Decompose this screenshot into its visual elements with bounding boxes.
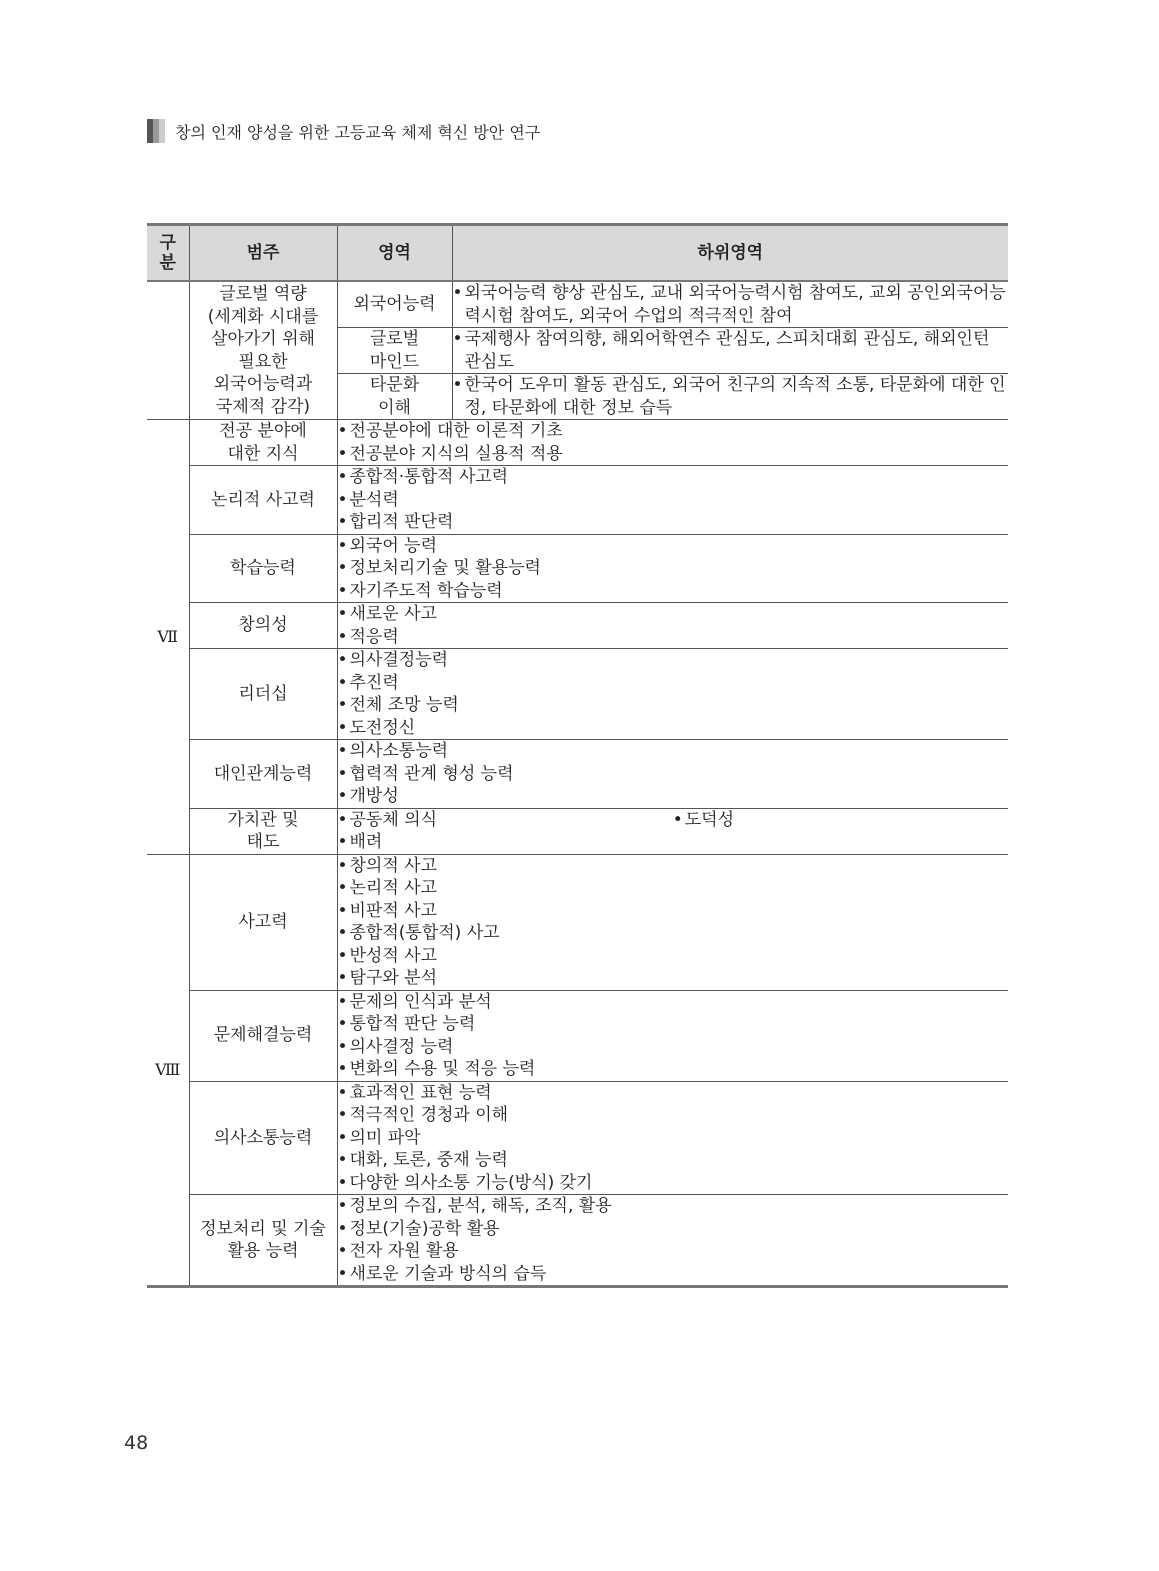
- list-item-text: 반성적 사고: [349, 945, 438, 966]
- category-cell: 대인관계능력: [189, 740, 337, 809]
- bullet-icon: •: [337, 1082, 348, 1103]
- bullet-icon: •: [337, 626, 348, 647]
- table-row: [147, 1081, 1008, 1195]
- list-item-text: 추진력: [349, 672, 399, 693]
- list-item: [338, 855, 1009, 878]
- list-item: [338, 443, 1009, 466]
- list-item-text: 전공분야에 대한 이론적 기초: [349, 421, 563, 441]
- list-item: [453, 374, 1009, 419]
- list-item: [338, 535, 1009, 558]
- list-item: [338, 1195, 1009, 1218]
- bullet-icon: •: [337, 900, 348, 921]
- list-item: [338, 649, 1009, 672]
- category-cell: 리더십: [189, 649, 337, 740]
- subarea-cell: [452, 374, 1008, 420]
- area-cell: 글로벌 마인드: [337, 328, 452, 374]
- list-item-text: 탐구와 분석: [349, 968, 438, 988]
- bullet-icon: •: [452, 283, 463, 303]
- list-item: [338, 1082, 1009, 1105]
- bullet-icon: •: [337, 512, 348, 532]
- category-cell: 사고력: [189, 854, 337, 990]
- list-item-text: 도전정신: [349, 717, 416, 738]
- list-item-text: 통합적 판단 능력: [349, 1014, 476, 1034]
- list-item: [338, 580, 1009, 603]
- bullet-icon: •: [337, 1172, 348, 1193]
- subarea-cell: [337, 854, 1008, 990]
- list-item-text: 문제의 인식과 분석: [349, 991, 492, 1012]
- group-label: Ⅶ: [147, 420, 189, 855]
- list-item-text: 외국어능력 향상 관심도, 교내 외국어능력시험 참여도, 교외 공인외국어능력시험 참여도, 외국어 수업의 적극적인 참여: [464, 283, 1006, 326]
- subarea-cell: [452, 328, 1008, 374]
- header-cell-area: 영역: [337, 225, 452, 282]
- list-item: [338, 626, 1009, 649]
- table-row: [147, 603, 1008, 649]
- list-item-text: 배려: [349, 832, 383, 852]
- bullet-icon: •: [337, 1196, 348, 1216]
- list-item: [338, 557, 1009, 580]
- bullet-icon: •: [337, 467, 348, 487]
- list-item-text: 정보의 수집, 분석, 해독, 조직, 활용: [349, 1196, 612, 1216]
- list-item: [338, 694, 1009, 717]
- list-item: [338, 603, 1009, 626]
- table-header-row: [147, 225, 1008, 282]
- list-item-text: 자기주도적 학습능력: [349, 580, 503, 601]
- bullet-icon: •: [337, 443, 348, 464]
- list-item: [338, 1263, 1009, 1286]
- category-cell: 논리적 사고력: [189, 466, 337, 535]
- table-row: [147, 649, 1008, 740]
- list-item: [338, 900, 1009, 923]
- bullet-icon: •: [672, 809, 683, 830]
- list-item: [338, 967, 1009, 990]
- category-cell: 창의성: [189, 603, 337, 649]
- bullet-icon: •: [337, 763, 348, 784]
- table-row: [147, 990, 1008, 1081]
- group-label: Ⅷ: [147, 854, 189, 1287]
- list-item-text: 변화의 수용 및 적응 능력: [349, 1059, 536, 1079]
- competency-table: [147, 223, 1008, 1288]
- list-item-text: 새로운 사고: [349, 604, 438, 624]
- area-cell: 외국어능력: [337, 281, 452, 328]
- list-item-text: 전체 조망 능력: [349, 695, 459, 715]
- list-item-text: 외국어 능력: [349, 535, 438, 556]
- bullet-icon: •: [337, 1263, 348, 1284]
- list-item-text: 의사소통능력: [349, 741, 449, 761]
- subarea-cell: [337, 1195, 1008, 1287]
- list-item: [338, 672, 1009, 695]
- table-row: [147, 1195, 1008, 1287]
- header-cell-subarea: 하위영역: [452, 225, 1008, 282]
- table-row: [147, 740, 1008, 809]
- list-item-text: 한국어 도우미 활동 관심도, 외국어 친구의 지속적 소통, 타문화에 대한 인정, 타문화에 대한 정보 습득: [464, 375, 1006, 418]
- list-item-text: 공동체 의식: [349, 809, 438, 830]
- list-item: [338, 466, 1009, 489]
- right-column: [673, 809, 1008, 854]
- bullet-icon: •: [337, 1014, 348, 1034]
- bullet-icon: •: [452, 375, 463, 395]
- list-item: [338, 922, 1009, 945]
- subarea-cell: [452, 281, 1008, 328]
- category-cell: 학습능력: [189, 534, 337, 603]
- list-item-text: 비판적 사고: [349, 900, 438, 921]
- category-cell: 문제해결능력: [189, 990, 337, 1081]
- bullet-icon: •: [337, 741, 348, 761]
- table-row: [147, 534, 1008, 603]
- bullet-icon: •: [337, 1150, 348, 1170]
- list-item-text: 창의적 사고: [349, 855, 438, 876]
- bullet-icon: •: [337, 489, 348, 510]
- list-item-text: 논리적 사고: [349, 878, 438, 898]
- list-item-text: 의사결정능력: [349, 650, 449, 670]
- category-cell: 글로벌 역량 (세계화 시대를 살아가기 위해 필요한 외국어능력과 국제적 감각): [189, 281, 337, 420]
- list-item-text: 의미 파악: [349, 1127, 421, 1148]
- list-item: [338, 1127, 1009, 1150]
- category-cell: 전공 분야에 대한 지식: [189, 420, 337, 466]
- bullet-icon: •: [337, 1218, 348, 1239]
- subarea-cell: [337, 466, 1008, 535]
- bullet-icon: •: [337, 991, 348, 1012]
- list-item-text: 다양한 의사소통 기능(방식) 갖기: [349, 1172, 593, 1193]
- list-item: [338, 1218, 1009, 1241]
- list-item-text: 전자 자원 활용: [349, 1241, 459, 1261]
- subarea-cell: [337, 740, 1008, 809]
- list-item: [338, 945, 1009, 968]
- header-bar-icon: [147, 119, 165, 143]
- subarea-cell: [337, 420, 1008, 466]
- page-number: 48: [124, 1432, 149, 1454]
- left-column: [338, 809, 673, 854]
- bullet-icon: •: [337, 855, 348, 876]
- list-item: [338, 511, 1009, 534]
- list-item-text: 정보처리기술 및 활용능력: [349, 558, 541, 578]
- bullet-icon: •: [337, 923, 348, 943]
- category-cell: 의사소통능력: [189, 1081, 337, 1195]
- list-item: [338, 809, 673, 832]
- list-item-text: 대화, 토론, 중재 능력: [349, 1150, 508, 1170]
- subarea-cell: [337, 534, 1008, 603]
- table-row: [147, 420, 1008, 466]
- bullet-icon: •: [337, 535, 348, 556]
- bullet-icon: •: [337, 1105, 348, 1125]
- list-item-text: 의사결정 능력: [349, 1036, 454, 1057]
- two-column-list: [338, 809, 1009, 854]
- list-item: [338, 877, 1009, 900]
- list-item: [338, 763, 1009, 786]
- list-item-text: 합리적 판단력: [349, 512, 454, 532]
- bullet-icon: •: [337, 809, 348, 830]
- list-item: [338, 717, 1009, 740]
- subarea-cell: [337, 990, 1008, 1081]
- bullet-icon: •: [337, 1127, 348, 1148]
- subarea-cell: [337, 603, 1008, 649]
- list-item: [338, 1172, 1009, 1195]
- list-item-text: 전공분야 지식의 실용적 적용: [349, 443, 563, 464]
- bullet-icon: •: [337, 832, 348, 852]
- table-row: [147, 466, 1008, 535]
- list-item-text: 국제행사 참여의향, 해외어학연수 관심도, 스피치대회 관심도, 해외인턴 관심도: [464, 329, 990, 372]
- category-cell: 가치관 및 태도: [189, 808, 337, 854]
- area-cell: 타문화 이해: [337, 374, 452, 420]
- subarea-cell: [337, 808, 1008, 854]
- bullet-icon: •: [337, 695, 348, 715]
- list-item-text: 적응력: [349, 626, 399, 647]
- table-row: [147, 281, 1008, 328]
- list-item-text: 새로운 기술과 방식의 습득: [349, 1263, 547, 1284]
- category-cell: 정보처리 및 기술 활용 능력: [189, 1195, 337, 1287]
- bullet-icon: •: [337, 650, 348, 670]
- bullet-icon: •: [337, 604, 348, 624]
- list-item-text: 정보(기술)공학 활용: [349, 1218, 500, 1239]
- bullet-icon: •: [337, 672, 348, 693]
- bullet-icon: •: [337, 786, 348, 806]
- bullet-icon: •: [337, 1059, 348, 1079]
- subarea-cell: [337, 649, 1008, 740]
- running-header: [147, 118, 540, 144]
- list-item: [338, 1013, 1009, 1036]
- header-title: 창의 인재 양성을 위한 고등교육 체제 혁신 방안 연구: [175, 122, 541, 142]
- header-cell-gubun: 구 분: [147, 225, 189, 282]
- list-item: [338, 831, 673, 854]
- bullet-icon: •: [337, 558, 348, 578]
- list-item: [673, 809, 1008, 832]
- list-item: [453, 328, 1009, 373]
- list-item: [338, 1240, 1009, 1263]
- list-item: [338, 1104, 1009, 1127]
- list-item: [338, 1149, 1009, 1172]
- bullet-icon: •: [337, 1036, 348, 1057]
- list-item: [338, 489, 1009, 512]
- list-item-text: 협력적 관계 형성 능력: [349, 763, 514, 784]
- bullet-icon: •: [337, 1241, 348, 1261]
- list-item-text: 종합적(통합적) 사고: [349, 923, 500, 943]
- list-item-text: 분석력: [349, 489, 399, 510]
- list-item: [338, 991, 1009, 1014]
- list-item: [338, 1058, 1009, 1081]
- bullet-icon: •: [337, 945, 348, 966]
- table-row: [147, 854, 1008, 990]
- table-row: [147, 808, 1008, 854]
- list-item: [338, 420, 1009, 443]
- bullet-icon: •: [337, 878, 348, 898]
- list-item-text: 개방성: [349, 786, 399, 806]
- group-cell: [147, 281, 189, 420]
- list-item: [338, 740, 1009, 763]
- list-item-text: 효과적인 표현 능력: [349, 1082, 492, 1103]
- bullet-icon: •: [337, 717, 348, 738]
- subarea-cell: [337, 1081, 1008, 1195]
- bullet-icon: •: [337, 580, 348, 601]
- header-cell-category: 범주: [189, 225, 337, 282]
- list-item: [338, 1036, 1009, 1059]
- list-item-text: 종합적·통합적 사고력: [349, 467, 509, 487]
- bullet-icon: •: [337, 968, 348, 988]
- list-item-text: 적극적인 경청과 이해: [349, 1105, 509, 1125]
- bullet-icon: •: [452, 329, 463, 349]
- list-item: [338, 785, 1009, 808]
- list-item: [453, 282, 1009, 327]
- bullet-icon: •: [337, 421, 348, 441]
- list-item-text: 도덕성: [684, 809, 735, 830]
